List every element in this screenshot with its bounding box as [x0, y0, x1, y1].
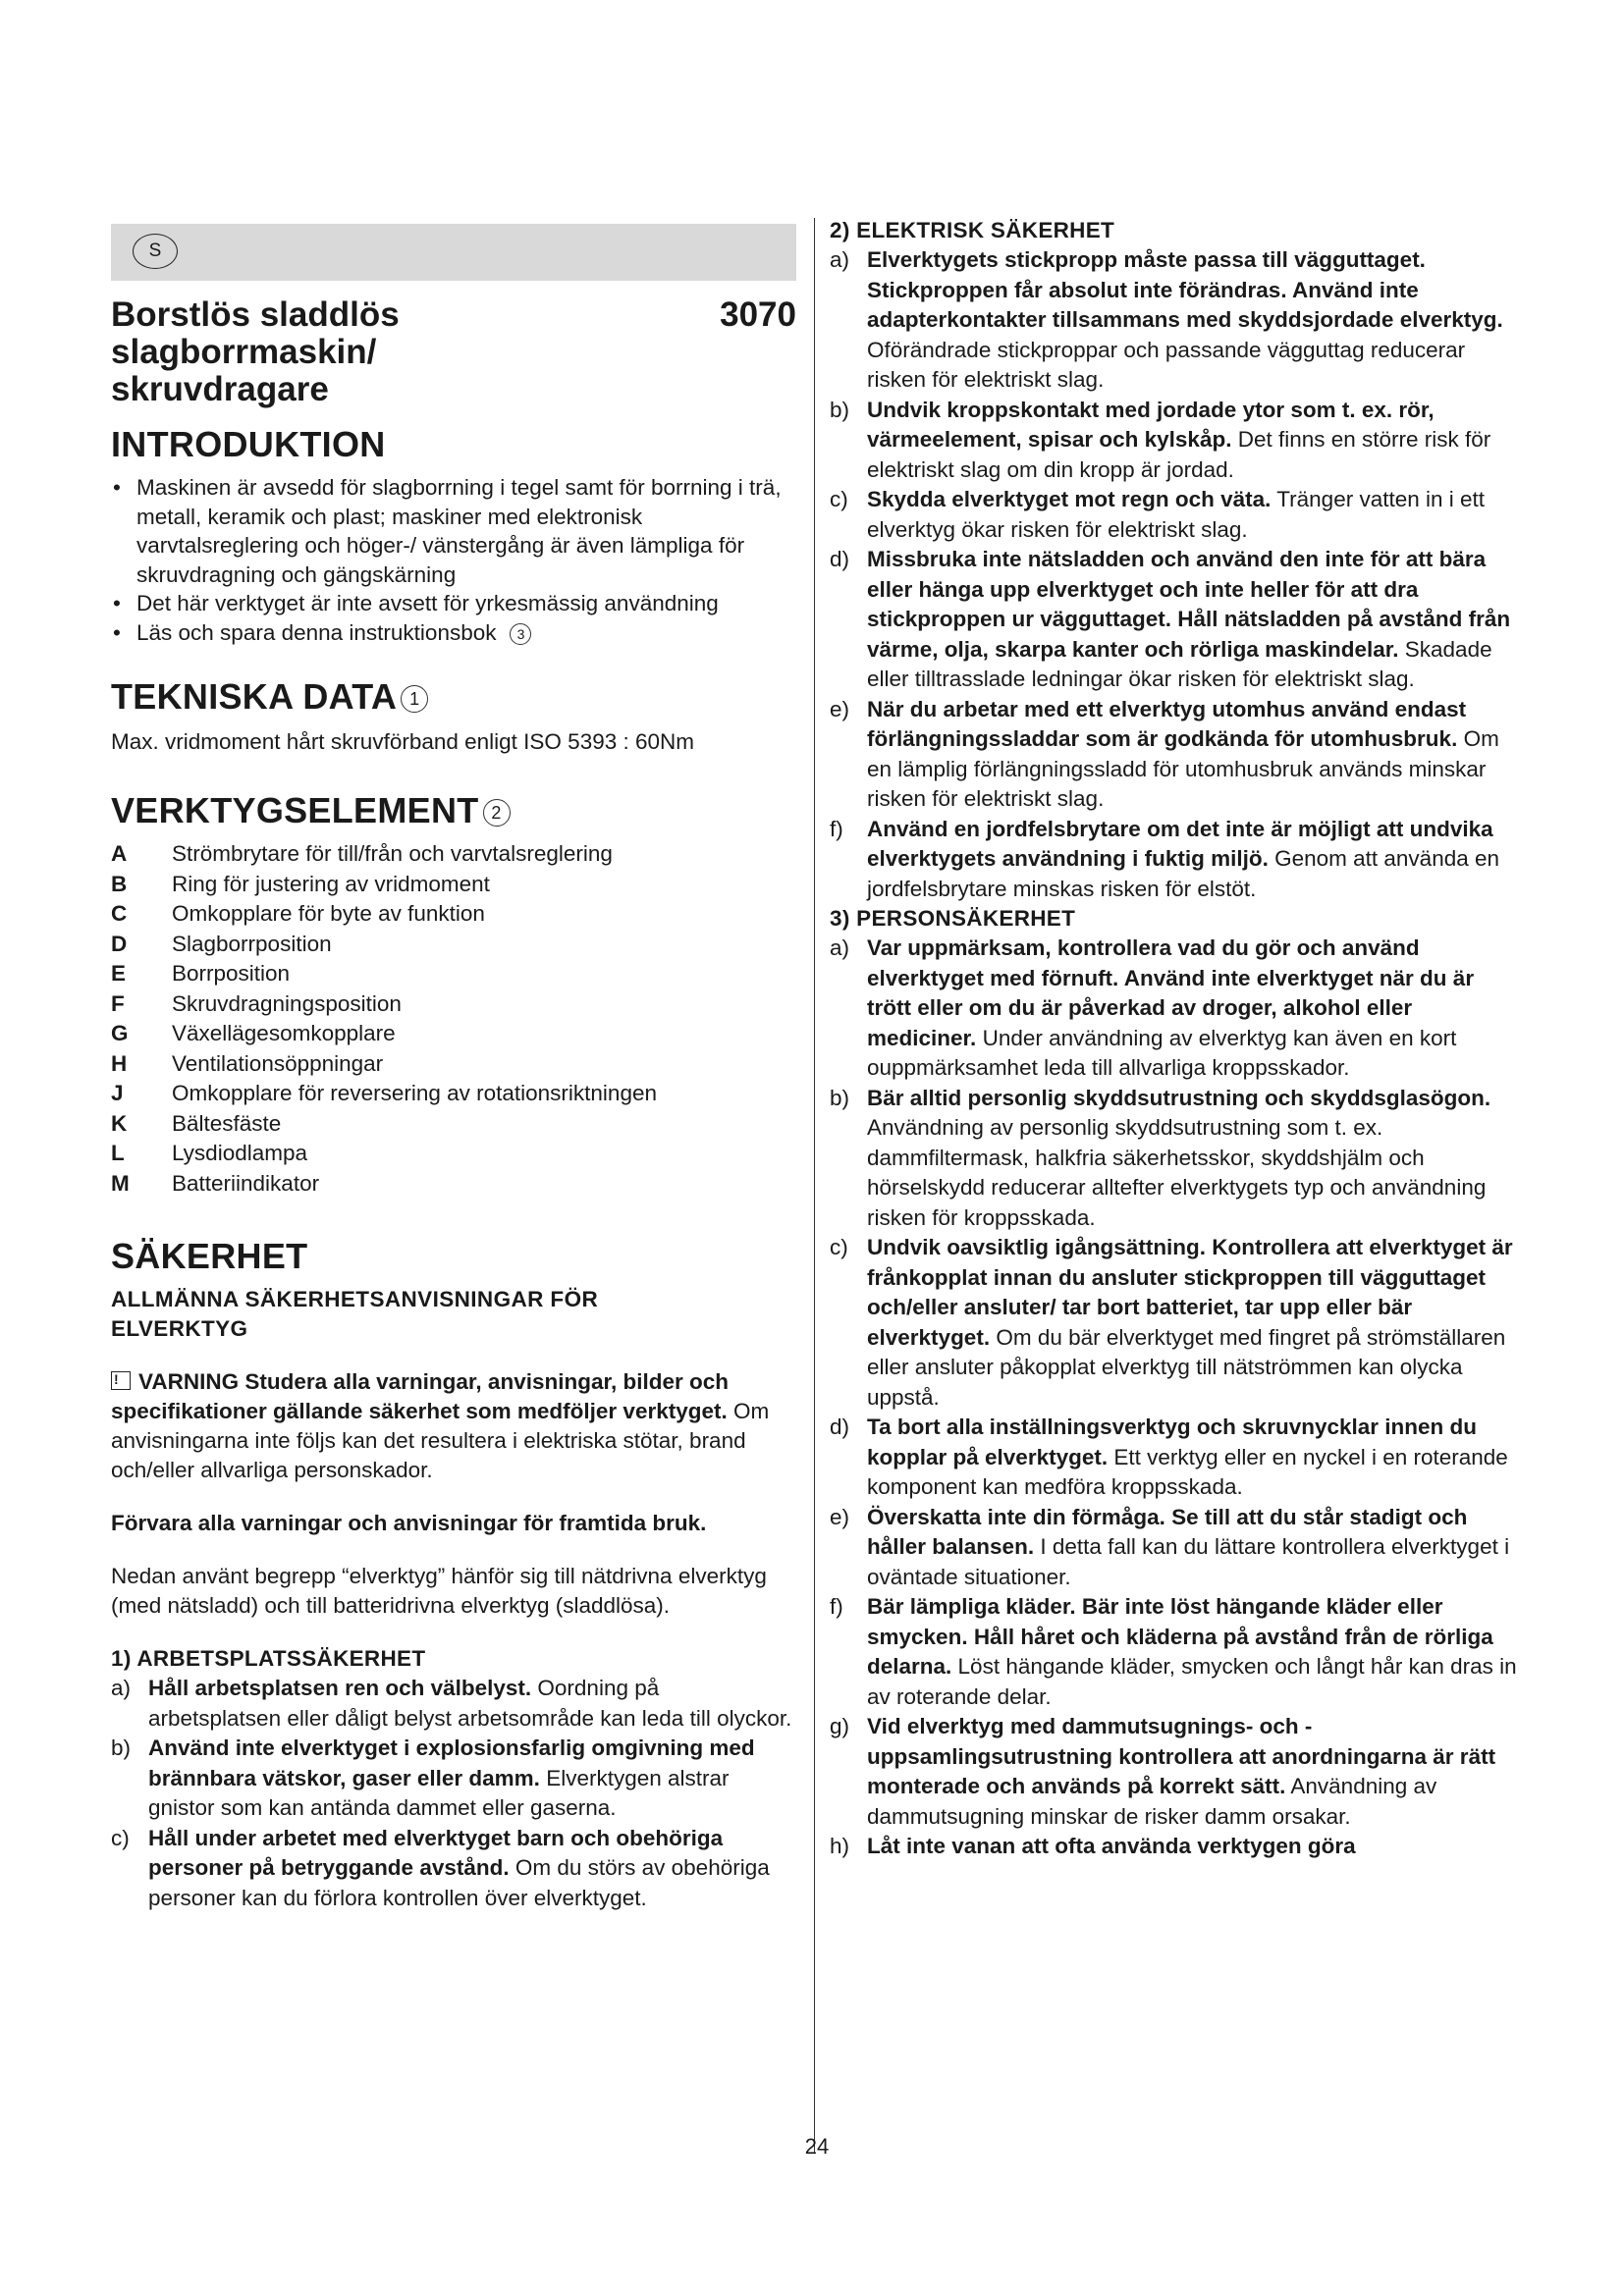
list-item: c) Skydda elverktyget mot regn och väta. Tränger vatten in i ett elverktyg ökar risken för elektriskt slag.: [830, 487, 1486, 542]
language-badge: S: [133, 234, 178, 269]
list-item: B Ring för justering av vridmoment: [111, 871, 490, 896]
list-item: • Läs och spara denna instruktionsbok 3: [111, 618, 796, 648]
title-line: skruvdragare: [111, 370, 329, 408]
title-line: slagborrmaskin/: [111, 333, 377, 371]
list-item: G Växellägesomkopplare: [111, 1021, 396, 1045]
figure-ref-1-icon: 1: [401, 685, 428, 713]
list-item: L Lysdiodlampa: [111, 1141, 307, 1165]
list-item: D Slagborrposition: [111, 931, 332, 956]
figure-ref-3-icon: 3: [510, 623, 531, 645]
warning-paragraph: ! VARNING Studera alla varningar, anvisningar, bilder och specifikationer gällande säkerhet som medföljer verktyget. Om anvisningarna inte följs kan det resultera i elektriska stötar, brand och/eller allvarliga personskador.: [111, 1369, 770, 1482]
section-1-heading: 1) ARBETSPLATSSÄKERHET: [111, 1646, 426, 1671]
warning-icon: !: [111, 1371, 131, 1390]
list-item: C Omkopplare för byte av funktion: [111, 901, 485, 926]
safety-subheading: ALLMÄNNA SÄKERHETSANVISNINGAR FÖR ELVERKTYG: [111, 1287, 599, 1341]
left-column: [111, 224, 796, 1913]
list-item: F Skruvdragningsposition: [111, 990, 402, 1016]
intro-bullets: [111, 473, 796, 647]
list-item: A Strömbrytare för till/från och varvtalsreglering: [111, 841, 613, 866]
list-item: e) Överskatta inte din förmåga. Se till att du står stadigt och håller balansen. I detta fall kan du lättare kontrollera elverktyget i oväntade situationer.: [830, 1504, 1510, 1589]
section-2-heading: 2) ELEKTRISK SÄKERHET: [830, 218, 1115, 242]
list-item: b) Bär alltid personlig skyddsutrustning och skyddsglasögon. Användning av personlig skyddsutrustning som t. ex. dammfiltermask, halkfria säkerhetsskor, skyddshjälm och hörselskydd reducerar alltefter elverktygets typ och användning risken för kroppsskada.: [830, 1085, 1491, 1230]
keep-instructions: Förvara alla varningar och anvisningar för framtida bruk.: [111, 1511, 707, 1535]
list-item: a) Elverktygets stickpropp måste passa till vägguttaget. Stickproppen får absolut inte förändras. Använd inte adapterkontakter tillsammans med skyddsjordade elverktyg. Oförändrade stickproppar och passande vägguttag reducerar risken för elektriskt slag.: [830, 247, 1503, 392]
list-item: b) Undvik kroppskontakt med jordade ytor som t. ex. rör, värmeelement, spisar och kylskåp. Det finns en större risk för elektriskt slag om din kropp är jordad.: [830, 397, 1491, 482]
product-title: [111, 296, 400, 408]
language-bar: [111, 224, 796, 281]
list-item: J Omkopplare för reversering av rotationsriktningen: [111, 1081, 657, 1105]
list-item: • Maskinen är avsedd för slagborrning i tegel samt för borrning i trä, metall, keramik och plast; maskiner med elektronisk varvtalsreglering och höger-/ vänstergång är även lämpliga för skruvdragning och gängskärning: [111, 473, 796, 589]
title-row: [111, 296, 796, 408]
list-item: f) Bär lämpliga kläder. Bär inte löst hängande kläder eller smycken. Håll håret och kläderna på avstånd från de rörliga delarna. Löst hängande kläder, smycken och långt hår kan dras in av roterande delar.: [830, 1594, 1517, 1709]
list-item: H Ventilationsöppningar: [111, 1050, 384, 1076]
model-number: 3070: [720, 295, 796, 334]
section-3-heading: 3) PERSONSÄKERHET: [830, 906, 1076, 931]
list-item: a) Var uppmärksam, kontrollera vad du gör och använd elverktyget med förnuft. Använd inte elverktyget när du är trött eller om du är påverkad av droger, alkohol eller mediciner. Under användning av elverktyg kan även en kort ouppmärksamhet leda till allvarliga kroppsskador.: [830, 935, 1475, 1080]
list-item: f) Använd en jordfelsbrytare om det inte är möjligt att undvika elverktygets användning i fuktig miljö. Genom att använda en jordfelsbrytare minskas risken för elstöt.: [830, 816, 1500, 901]
list-item: b) Använd inte elverktyget i explosionsfarlig omgivning med brännbara vätskor, gaser eller damm. Elverktygen alstrar gnistor som kan antända dammet eller gaserna.: [111, 1735, 755, 1820]
list-item: h) Låt inte vanan att ofta använda verktygen göra: [830, 1834, 1356, 1858]
definition-paragraph: Nedan använt begrepp “elverktyg” hänför sig till nätdrivna elverktyg (med nätsladd) och till batteridrivna elverktyg (sladdlösa).: [111, 1564, 767, 1618]
tech-heading: TEKNISKA DATA 1: [111, 676, 796, 718]
list-item: d) Ta bort alla inställningsverktyg och skruvnycklar innen du kopplar på elverktyget. Ett verktyg eller en nyckel i en roterande komponent kan medföra kroppsskada.: [830, 1415, 1508, 1499]
list-item: c) Undvik oavsiktlig igångsättning. Kontrollera att elverktyget är frånkopplat innan du ansluter stickproppen till vägguttaget och/eller ansluter/ tar bort batteriet, tar upp eller bär elverktyget. Om du bär elverktyget med fingret på strömställaren eller ansluter påkopplat elverktyg till nätströmmen kan olycka uppstå.: [830, 1235, 1513, 1410]
safety-heading: SÄKERHET: [111, 1236, 308, 1276]
intro-heading: INTRODUKTION: [111, 424, 386, 464]
list-item: • Det här verktyget är inte avsett för yrkesmässig användning: [111, 589, 796, 618]
list-item: g) Vid elverktyg med dammutsugnings- och -uppsamlingsutrustning kontrollera att anordningarna är rätt monterade och används på korrekt sätt. Användning av dammutsugning minskar de risker damm orsakar.: [830, 1714, 1496, 1829]
elements-heading: VERKTYGSELEMENT 2: [111, 790, 796, 831]
list-item: M Batteriindikator: [111, 1170, 320, 1196]
list-item: d) Missbruka inte nätsladden och använd den inte för att bära eller hänga upp elverktyget och inte heller för att dra stickproppen ur vägguttaget. Håll nätsladden på avstånd från värme, olja, skarpa kanter och rörliga maskindelar. Skadade eller tilltrasslade ledningar ökar risken för elektriskt slag.: [830, 547, 1511, 691]
page-number: 24: [804, 2134, 830, 2159]
right-column: [830, 216, 1517, 1862]
list-item: e) När du arbetar med ett elverktyg utomhus använd endast förlängningssladdar som är godkända för utomhusbruk. Om en lämplig förlängningssladd för utomhusbruk används minskar risken för elektriskt slag.: [830, 696, 1499, 811]
element-list: [111, 839, 796, 1199]
list-item: K Bältesfäste: [111, 1110, 282, 1136]
list-item: c) Håll under arbetet med elverktyget barn och obehöriga personer på betryggande avstånd. Om du störs av obehöriga personer kan du förlora kontrollen över elverktyget.: [111, 1825, 770, 1910]
figure-ref-2-icon: 2: [483, 799, 511, 827]
list-item: a) Håll arbetsplatsen ren och välbelyst. Oordning på arbetsplatsen eller dåligt belyst arbetsområde kan leda till olyckor.: [111, 1676, 792, 1731]
column-divider: [814, 218, 815, 2154]
tech-text: Max. vridmoment hårt skruvförband enligt ISO 5393 : 60Nm: [111, 729, 695, 754]
title-line: Borstlös sladdlös: [111, 295, 400, 334]
list-item: E Borrposition: [111, 961, 291, 986]
